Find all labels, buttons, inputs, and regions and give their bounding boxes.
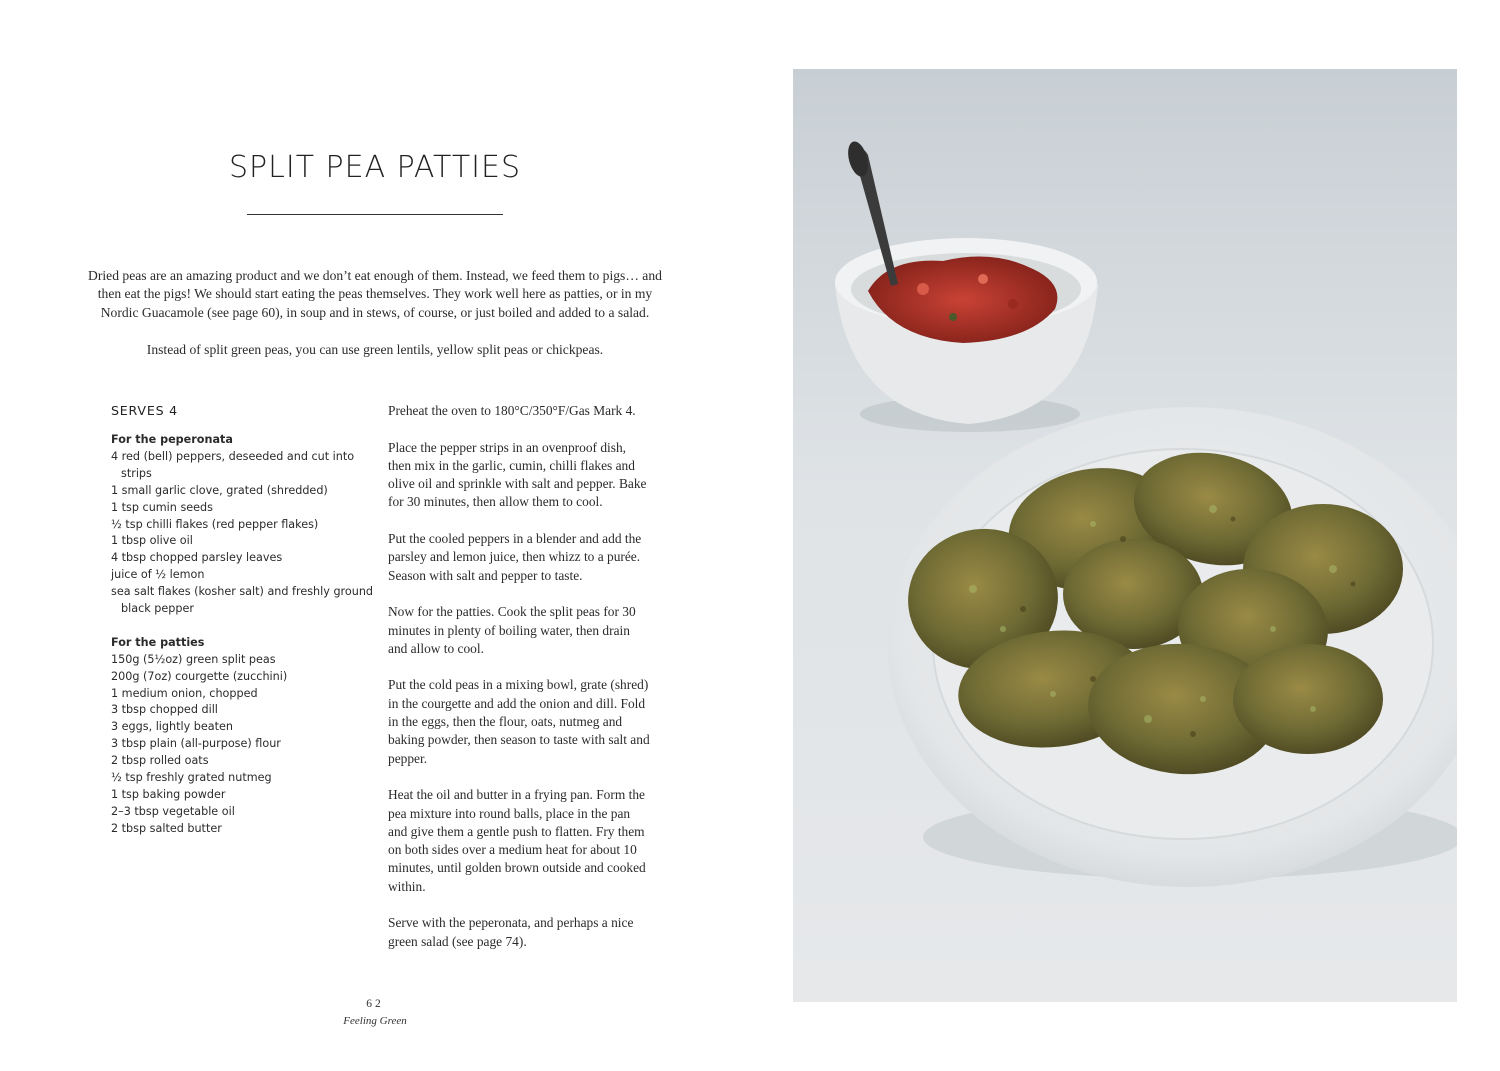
recipe-photo bbox=[793, 69, 1457, 1002]
ingredient-item: 1 tsp cumin seeds bbox=[111, 500, 213, 514]
title-divider bbox=[247, 214, 503, 215]
ingredient-item: ½ tsp freshly grated nutmeg bbox=[111, 771, 272, 785]
ingredient-item: 200g (7oz) courgette (zucchini) bbox=[111, 669, 288, 683]
ingredient-item: 4 tbsp chopped parsley leaves bbox=[111, 551, 283, 565]
method-step: Put the cooled peppers in a blender and add the parsley and lemon juice, then whizz to a purée. Season with salt and pepper to taste. bbox=[388, 531, 642, 583]
ingredient-item: juice of ½ lemon bbox=[111, 568, 205, 582]
recipe-photo-illustration bbox=[793, 69, 1457, 1002]
ingredient-item: 3 eggs, lightly beaten bbox=[111, 720, 233, 734]
recipe-intro bbox=[80, 267, 670, 377]
page-number: 62 bbox=[366, 998, 384, 1010]
patties-ingredient-list bbox=[111, 652, 376, 838]
method-step: Put the cold peas in a mixing bowl, grate (shred) in the courgette and add the onion and dill. Fold in the eggs, then the flour, oats, nutmeg and baking powder, then season to taste with salt and pepper. bbox=[388, 677, 650, 766]
chapter-name: Feeling Green bbox=[343, 1015, 407, 1027]
ingredient-item: 4 red (bell) peppers, deseeded and cut into strips bbox=[111, 449, 355, 480]
method-step: Place the pepper strips in an ovenproof dish, then mix in the garlic, cumin, chilli flakes and olive oil and sprinkle with salt and pepper. Bake for 30 minutes, then allow them to cool. bbox=[388, 439, 647, 510]
ingredient-item: 2 tbsp rolled oats bbox=[111, 754, 209, 768]
patties-heading: For the patties bbox=[111, 635, 205, 649]
method-step: Heat the oil and butter in a frying pan. Form the pea mixture into round balls, place in the pan and give them a gentle push to flatten. Fry them on both sides over a medium heat for about 10 minutes, until golden brown outside and cooked within. bbox=[388, 787, 646, 894]
intro-paragraph: Instead of split green peas, you can use green lentils, yellow split peas or chickpeas. bbox=[146, 341, 604, 357]
method-step: Serve with the peperonata, and perhaps a nice green salad (see page 74). bbox=[388, 915, 634, 949]
ingredient-item: 1 medium onion, chopped bbox=[111, 686, 258, 700]
method-column bbox=[388, 402, 650, 969]
peperonata-heading: For the peperonata bbox=[111, 433, 233, 446]
ingredient-item: 1 tbsp olive oil bbox=[111, 534, 193, 548]
recipe-title: SPLIT PEA PATTIES bbox=[229, 150, 521, 185]
page-footer bbox=[300, 996, 450, 1029]
serves-label: SERVES 4 bbox=[111, 403, 178, 418]
ingredient-item: 3 tbsp chopped dill bbox=[111, 703, 218, 717]
ingredient-item: 2 tbsp salted butter bbox=[111, 821, 222, 835]
ingredient-item: sea salt flakes (kosher salt) and freshly ground black pepper bbox=[111, 585, 374, 616]
ingredient-item: 2–3 tbsp vegetable oil bbox=[111, 804, 235, 818]
intro-paragraph: Dried peas are an amazing product and we don’t eat enough of them. Instead, we feed them to pigs… and then eat the pigs! We should start eating the peas themselves. They work well here as patties, or in my Nordic Guacamole (see page 60), in soup and in stews, of course, or just boiled and added to a salad. bbox=[88, 268, 662, 320]
ingredient-item: 1 tsp baking powder bbox=[111, 788, 226, 802]
ingredient-item: 3 tbsp plain (all-purpose) flour bbox=[111, 737, 281, 751]
method-step: Now for the patties. Cook the split peas for 30 minutes in plenty of boiling water, then drain and allow to cool. bbox=[388, 604, 636, 656]
method-step: Preheat the oven to 180°C/350°F/Gas Mark 4. bbox=[388, 403, 636, 418]
ingredient-item: 150g (5½oz) green split peas bbox=[111, 652, 276, 666]
ingredients-column bbox=[111, 402, 376, 855]
ingredient-item: 1 small garlic clove, grated (shredded) bbox=[111, 483, 328, 497]
ingredient-item: ½ tsp chilli flakes (red pepper flakes) bbox=[111, 517, 319, 531]
peperonata-ingredient-list bbox=[111, 449, 376, 618]
